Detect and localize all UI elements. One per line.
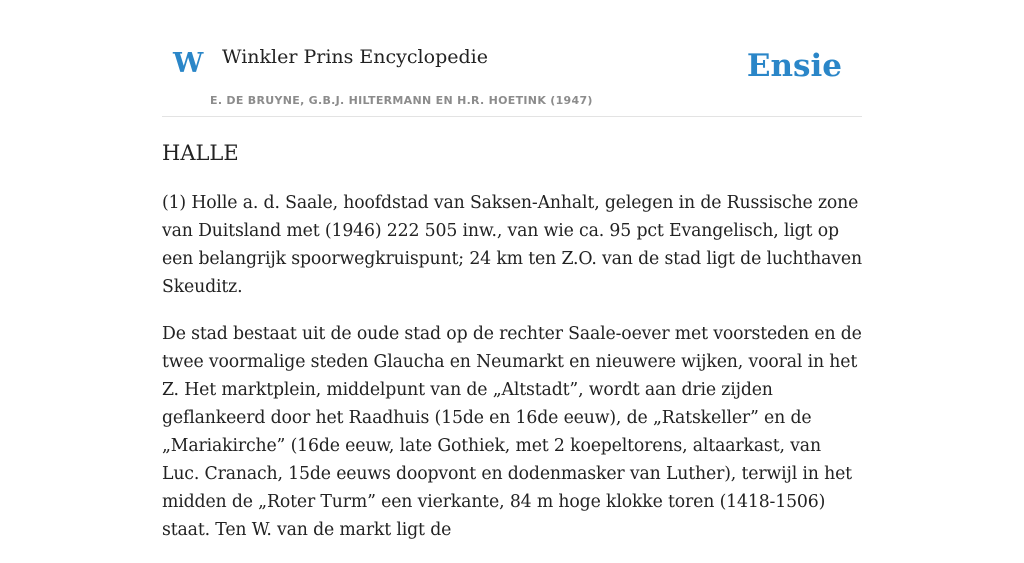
article [162,140,862,563]
publication-logo[interactable]: W [173,48,204,79]
publication-title[interactable]: Winkler Prins Encyclopedie [222,46,488,68]
article-paragraph: De stad bestaat uit de oude stad op de rechter Saale-oever met voorsteden en de twee voormalige steden Glaucha en Neumarkt en nieuwere wijken, vooral in het Z. Het marktplein, middelpunt van de „Altstadt”, wordt aan drie zijden geflankeerd door het Raadhuis (15de en 16de eeuw), de „Ratskeller” en de „Mariakirche” (16de eeuw, late Gothiek, met 2 koepeltorens, altaarkast, van Luc. Cranach, 15de eeuws doopvont en dodenmasker van Luther), terwijl in het midden de „Roter Turm” een vierkante, 84 m hoge klokke toren (1418-1506) staat. Ten W. van de markt ligt de [162,324,862,541]
article-paragraph: (1) Holle a. d. Saale, hoofdstad van Saksen-Anhalt, gelegen in de Russische zone van Duitsland met (1946) 222 505 inw., van wie ca. 95 pct Evangelisch, ligt op een belangrijk spoorwegkruispunt; 24 km ten Z.O. van de stad ligt de luchthaven Skeuditz. [162,193,862,298]
ensie-brand-logo[interactable]: Ensie [746,48,842,84]
article-title: HALLE [162,141,239,165]
publication-authors: E. DE BRUYNE, G.B.J. HILTERMANN EN H.R. HOETINK (1947) [210,94,593,107]
publication-header [162,0,862,117]
